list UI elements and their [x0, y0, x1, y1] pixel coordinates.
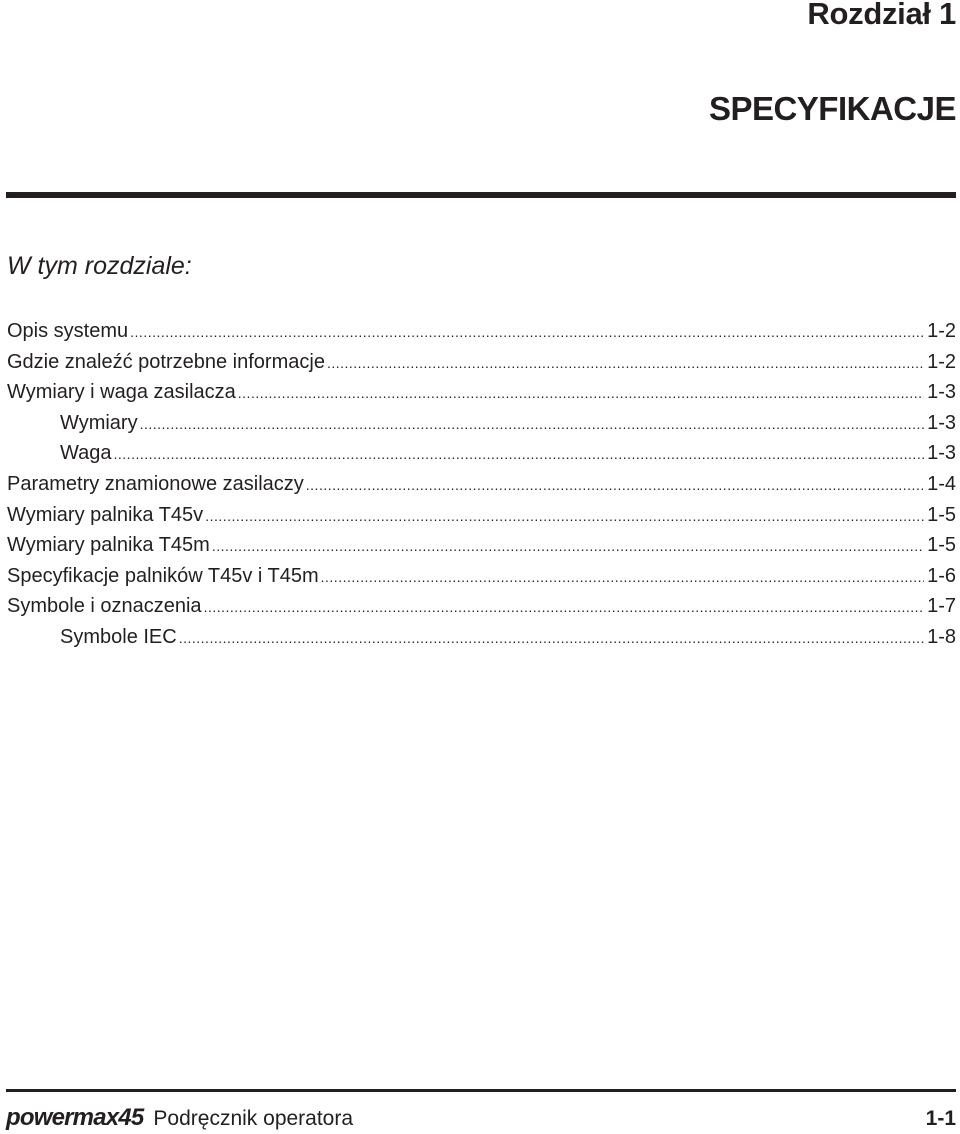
dot-leader [205, 501, 924, 531]
toc-entry-label: Opis systemu [7, 320, 129, 342]
toc-entry-specyfikacje-palnikow[interactable] [7, 561, 956, 592]
toc-entry-parametry-znamionowe[interactable] [7, 469, 956, 500]
toc-entry-label: Parametry znamionowe zasilaczy [7, 472, 304, 495]
toc-entry-page: 1-5 [927, 503, 956, 526]
toc-entry-symbole-iec[interactable] [7, 622, 956, 653]
chapter-heading: Rozdział 1 [807, 0, 956, 31]
header-divider [6, 192, 956, 198]
page-footer [6, 1104, 956, 1132]
dot-leader [238, 378, 924, 408]
dot-leader [306, 470, 924, 500]
brand-logo: powermax45 [6, 1104, 144, 1131]
table-of-contents [7, 316, 956, 653]
toc-entry-label: Waga [60, 442, 112, 465]
toc-entry-page: 1-4 [927, 472, 956, 495]
footer-divider [6, 1089, 956, 1092]
toc-intro: W tym rozdziale: [7, 252, 192, 280]
dot-leader [114, 439, 925, 469]
toc-entry-label: Symbole i oznaczenia [7, 595, 202, 618]
toc-entry-page: 1-5 [927, 534, 956, 557]
toc-entry-wymiary-t45v[interactable] [7, 500, 956, 531]
toc-entry-label: Wymiary palnika T45m [7, 534, 210, 557]
dot-leader [204, 592, 925, 622]
toc-entry-label: Wymiary i waga zasilacza [7, 381, 236, 404]
toc-entry-wymiary-t45m[interactable] [7, 530, 956, 561]
page-title: SPECYFIKACJE [708, 90, 956, 127]
toc-entry-page: 1-3 [927, 411, 956, 434]
toc-entry-label: Gdzie znaleźć potrzebne informacje [7, 350, 325, 373]
toc-entry-label: Symbole IEC [60, 625, 177, 648]
toc-entry-page: 1-6 [927, 564, 956, 587]
toc-entry-wymiary[interactable] [7, 408, 956, 439]
toc-entry-symbole-i-oznaczenia[interactable] [7, 591, 956, 622]
toc-entry-label: Wymiary [60, 411, 138, 434]
toc-entry-waga[interactable] [7, 438, 956, 469]
toc-entry-page: 1-3 [927, 381, 956, 404]
dot-leader [321, 562, 924, 592]
toc-entry-page: 1-2 [927, 320, 956, 342]
toc-entry-opis-systemu[interactable] [7, 316, 956, 347]
dot-leader [130, 317, 924, 347]
dot-leader [179, 623, 924, 653]
toc-entry-page: 1-7 [927, 595, 956, 618]
toc-entry-page: 1-8 [927, 625, 956, 648]
toc-entry-gdzie-znalezc[interactable] [7, 347, 956, 378]
toc-entry-label: Wymiary palnika T45v [7, 503, 204, 526]
toc-entry-label: Specyfikacje palników T45v i T45m [7, 564, 319, 587]
manual-title: Podręcznik operatora [153, 1107, 354, 1130]
dot-leader [327, 348, 924, 378]
toc-entry-page: 1-3 [927, 442, 956, 465]
toc-entry-page: 1-2 [927, 350, 956, 373]
dot-leader [212, 531, 924, 561]
dot-leader [140, 409, 925, 439]
toc-entry-wymiary-i-waga[interactable] [7, 377, 956, 408]
page-number: 1-1 [925, 1107, 956, 1130]
